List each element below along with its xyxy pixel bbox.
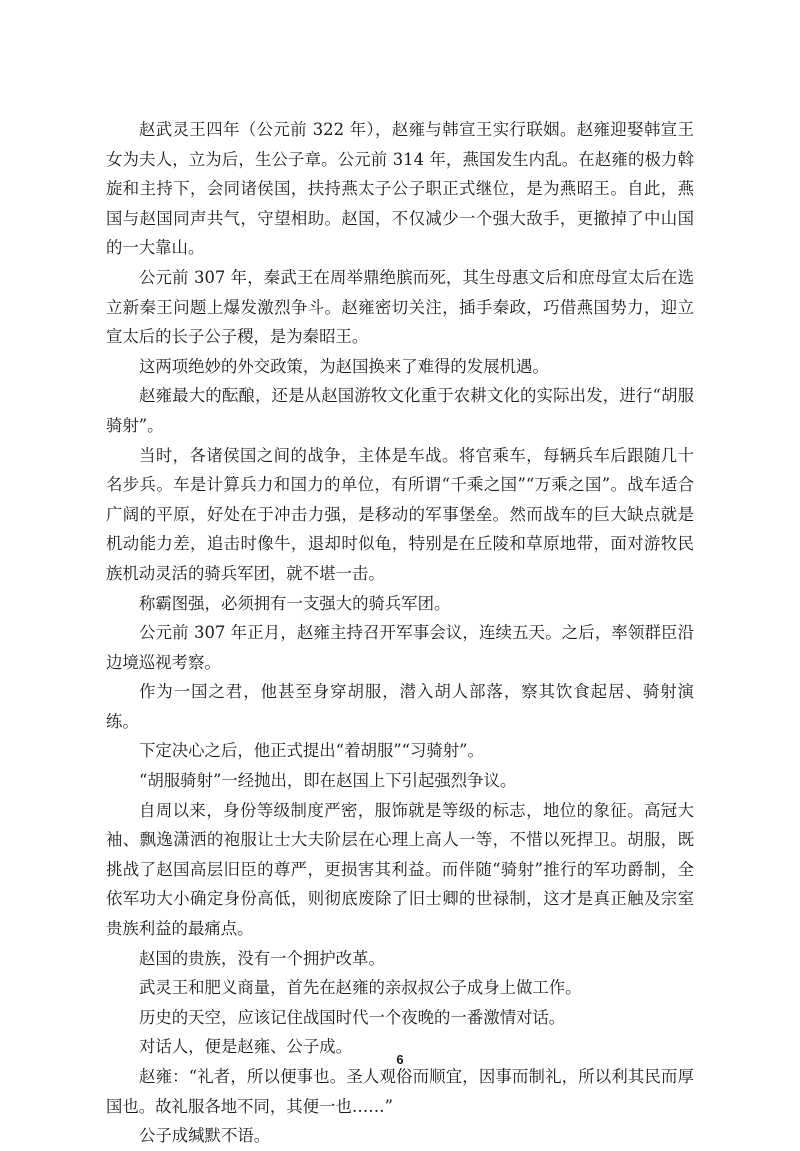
paragraph: 历史的天空，应该记住战国时代一个夜晚的一番激情对话。 <box>139 1007 566 1027</box>
paragraph: 这两项绝妙的外交政策，为赵国换来了难得的发展机遇。 <box>139 356 549 376</box>
paragraph: 武灵王和肥义商量，首先在赵雍的亲叔叔公子成身上做工作。 <box>139 978 582 998</box>
paragraph: 赵武灵王四年（公元前 322 年），赵雍与韩宣王实行联姻。赵雍迎娶韩宣王女为夫人，立为后，生公子章。公元前 314 年，燕国发生内乱。在赵雍的极力斡旋和主持下，会同诸侯国，扶持燕太子公子职正式继位，是为燕昭王。自此，燕国与赵国同声共气，守望相助。赵国，不仅减少一个强大敌手，更撤掉了中山国的一大靠山。 <box>106 120 694 258</box>
paragraph: 公元前 307 年，秦武王在周举鼎绝膑而死，其生母惠文后和庶母宣太后在选立新秦王问题上爆发激烈争斗。赵雍密切关注，插手秦政，巧借燕国势力，迎立宣太后的长子公子稷，是为秦昭王。 <box>106 267 694 347</box>
paragraph: “胡服骑射”一经抛出，即在赵国上下引起强烈争议。 <box>139 771 517 791</box>
page-number: 6 <box>396 1052 404 1067</box>
paragraph: 下定决心之后，他正式提出“着胡服”“习骑射”。 <box>139 741 484 761</box>
paragraph: 赵雍：“礼者，所以便事也。圣人观俗而顺宜，因事而制礼，所以利其民而厚国也。故礼服各地不同，其便一也……” <box>106 1067 694 1116</box>
paragraph: 作为一国之君，他甚至身穿胡服，潜入胡人部落，察其饮食起居、骑射演练。 <box>106 682 694 731</box>
paragraph: 当时，各诸侯国之间的战争，主体是车战。将官乘车，每辆兵车后跟随几十名步兵。车是计算兵力和国力的单位，有所谓“千乘之国”“万乘之国”。战车适合广阔的平原，好处在于冲击力强，是移动的军事堡垒。然而战车的巨大缺点就是机动能力差，追击时像牛，退却时似龟，特别是在丘陵和草原地带，面对游牧民族机动灵活的骑兵军团，就不堪一击。 <box>106 445 694 583</box>
paragraph: 对话人，便是赵雍、公子成。 <box>139 1037 353 1057</box>
paragraph: 赵雍最大的酝酿，还是从赵国游牧文化重于农耕文化的实际出发，进行“胡服骑射”。 <box>106 386 694 435</box>
paragraph: 自周以来，身份等级制度严密，服饰就是等级的标志，地位的象征。高冠大袖、飘逸潇洒的袍服让士大夫阶层在心理上高人一等，不惜以死捍卫。胡服，既挑战了赵国高层旧臣的尊严，更损害其利益。而伴随“骑射”推行的军功爵制，全依军功大小确定身份高低，则彻底废除了旧士卿的世禄制，这才是真正触及宗室贵族利益的最痛点。 <box>106 800 694 939</box>
paragraph: 称霸图强，必须拥有一支强大的骑兵军团。 <box>139 593 451 613</box>
paragraph: 公元前 307 年正月，赵雍主持召开军事会议，连续五天。之后，率领群臣沿边境巡视考察。 <box>106 623 694 672</box>
paragraph: 赵国的贵族，没有一个拥护改革。 <box>139 948 385 968</box>
article-body <box>106 115 694 1151</box>
paragraph: 公子成缄默不语。 <box>139 1126 271 1146</box>
